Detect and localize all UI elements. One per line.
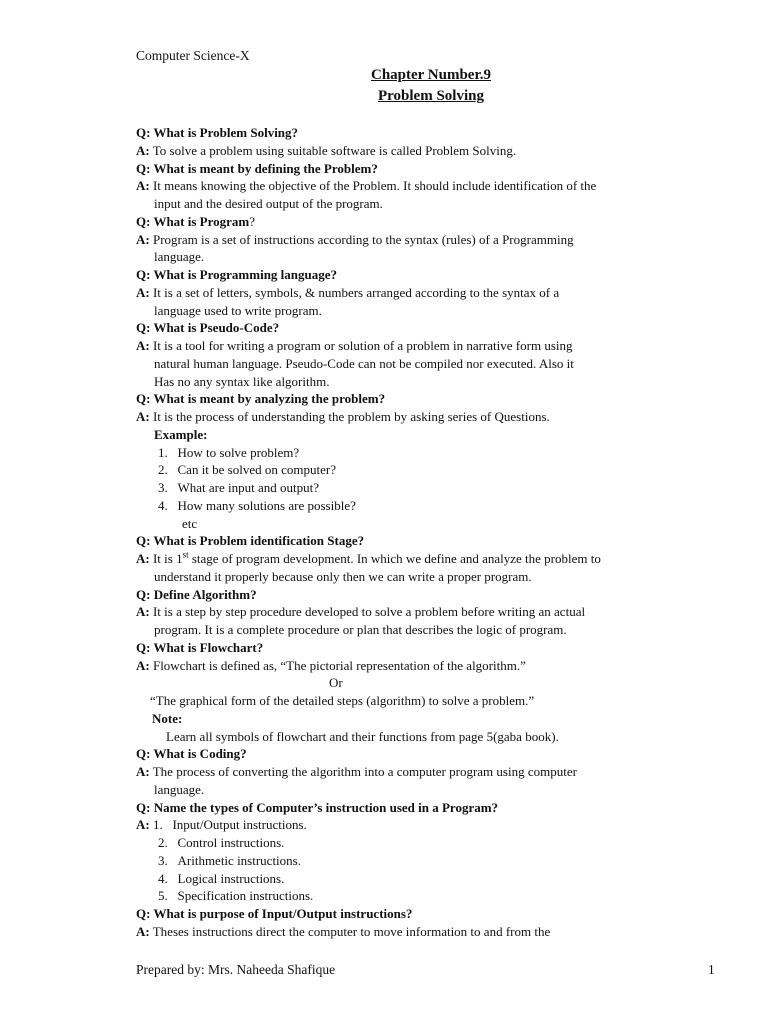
answer-line xyxy=(136,658,526,674)
answer-label: A: xyxy=(136,142,150,158)
line-text: stage of program development. In which we define and analyze the problem to xyxy=(188,551,601,566)
answer-label: A: xyxy=(136,178,150,194)
line-text: It means knowing the objective of the Problem. It should include identification of the xyxy=(149,178,597,194)
answer-line xyxy=(136,338,573,354)
question-text: Q: What is meant by defining the Problem? xyxy=(136,160,378,176)
text-line xyxy=(182,516,197,532)
line-text: natural human language. Pseudo-Code can not be compiled nor executed. Also it xyxy=(154,355,574,371)
question-line xyxy=(136,533,364,549)
line-text: 2. Can it be solved on computer? xyxy=(158,462,336,478)
answer-line xyxy=(136,143,516,159)
text-line xyxy=(158,871,284,887)
answer-line xyxy=(136,178,596,194)
text-line xyxy=(150,693,534,709)
answer-label: A: xyxy=(136,764,150,779)
superscript: st xyxy=(182,549,189,560)
line-text: It is a tool for writing a program or solution of a problem in narrative form using xyxy=(149,338,573,353)
page-header-subject: Computer Science-X xyxy=(136,48,250,63)
question-line xyxy=(136,391,385,407)
topic-title: Problem Solving xyxy=(378,88,484,104)
text-line xyxy=(154,356,574,372)
question-line xyxy=(136,161,378,177)
text-line xyxy=(158,888,313,904)
question-text: Q: What is Problem identification Stage? xyxy=(136,533,365,549)
answer-label: A: xyxy=(136,284,150,300)
question-line xyxy=(136,320,279,336)
text-line xyxy=(158,445,299,461)
question-text: Q: What is Program xyxy=(136,213,250,229)
question-text: Q: What is Pseudo-Code? xyxy=(136,320,280,336)
text-line xyxy=(166,729,559,745)
answer-line xyxy=(136,409,550,425)
line-text: 1. Input/Output instructions. xyxy=(149,817,307,833)
line-text: program. It is a complete procedure or plan that describes the logic of program. xyxy=(154,622,567,637)
line-text: 3. Arithmetic instructions. xyxy=(158,852,301,868)
line-text: “The graphical form of the detailed steps (algorithm) to solve a problem.” xyxy=(150,693,535,708)
text-line xyxy=(329,675,343,691)
question-text: Q: What is Coding? xyxy=(136,746,247,762)
answer-line xyxy=(136,764,577,780)
question-text: Q: What is purpose of Input/Output instructions? xyxy=(136,906,413,921)
answer-line xyxy=(136,604,585,620)
answer-label: A: xyxy=(136,231,150,247)
text-line xyxy=(154,374,329,390)
text-line xyxy=(154,782,204,798)
text-line xyxy=(154,196,383,212)
line-text: 4. Logical instructions. xyxy=(158,870,285,886)
line-text: language used to write program. xyxy=(154,302,322,318)
question-line xyxy=(152,711,182,727)
question-line xyxy=(136,267,337,283)
line-text: Flowchart is defined as, “The pictorial representation of the algorithm.” xyxy=(149,657,526,673)
line-text: To solve a problem using suitable software is called Problem Solving. xyxy=(149,142,517,158)
text-line xyxy=(158,853,301,869)
question-text: Example: xyxy=(154,426,208,442)
line-text: Theses instructions direct the computer to move information to and from the xyxy=(149,923,551,939)
text-line xyxy=(158,480,319,496)
line-text: etc xyxy=(182,515,198,531)
question-line xyxy=(136,640,263,656)
line-text: It is a set of letters, symbols, & numbers arranged according to the syntax of a xyxy=(149,284,560,300)
answer-label: A: xyxy=(136,657,150,673)
page-number: 1 xyxy=(708,962,715,977)
footer-prepared-by: Prepared by: Mrs. Naheeda Shafique xyxy=(136,962,336,977)
text-line xyxy=(136,214,255,230)
answer-label: A: xyxy=(136,409,150,424)
line-text: Learn all symbols of flowchart and their functions from page 5(gaba book). xyxy=(166,728,559,744)
question-line xyxy=(136,800,498,816)
answer-line xyxy=(136,551,601,567)
answer-line xyxy=(136,285,559,301)
question-line xyxy=(154,427,207,443)
line-text: ? xyxy=(249,213,256,229)
line-text: 5. Specification instructions. xyxy=(158,888,314,904)
question-text: Q: What is Problem Solving? xyxy=(136,125,299,140)
line-text: 3. What are input and output? xyxy=(158,480,320,495)
answer-label: A: xyxy=(136,338,150,353)
question-text: Q: Name the types of Computer’s instruction used in a Program? xyxy=(136,799,499,815)
text-line xyxy=(158,462,336,478)
question-text: Q: What is Flowchart? xyxy=(136,639,264,655)
text-line xyxy=(158,498,356,514)
line-text: Has no any syntax like algorithm. xyxy=(154,373,330,389)
answer-line xyxy=(136,924,550,940)
question-line xyxy=(136,746,247,762)
line-text: 1. How to solve problem? xyxy=(158,444,300,460)
answer-label: A: xyxy=(136,923,150,939)
chapter-title: Chapter Number.9 xyxy=(370,67,491,83)
question-text: Q: What is meant by analyzing the problem? xyxy=(136,391,386,407)
answer-label: A: xyxy=(136,604,150,620)
text-line xyxy=(154,569,532,585)
line-text: Program is a set of instructions according to the syntax (rules) of a Programming xyxy=(149,231,574,247)
question-line xyxy=(136,125,298,141)
line-text: language. xyxy=(154,781,205,797)
line-text: understand it properly because only then we can write a proper program. xyxy=(154,568,532,584)
answer-label: A: xyxy=(136,551,150,566)
line-text: 4. How many solutions are possible? xyxy=(158,497,356,513)
line-text: Or xyxy=(329,675,343,691)
answer-line xyxy=(136,817,307,833)
text-line xyxy=(158,835,284,851)
question-text: Note: xyxy=(152,710,183,726)
line-text: language. xyxy=(154,249,205,265)
answer-line xyxy=(136,232,574,248)
question-line xyxy=(136,587,257,603)
text-line xyxy=(154,622,567,638)
text-line xyxy=(154,303,322,319)
line-text: input and the desired output of the program. xyxy=(154,196,383,211)
question-line xyxy=(136,906,412,922)
question-text: Q: What is Programming language? xyxy=(136,267,338,282)
text-line xyxy=(154,249,204,265)
line-text: It is a step by step procedure developed to solve a problem before writing an actual xyxy=(149,604,586,620)
line-text: The process of converting the algorithm into a computer program using computer xyxy=(149,764,577,779)
line-text: It is the process of understanding the problem by asking series of Questions. xyxy=(149,409,550,424)
line-text: It is 1 xyxy=(149,551,183,566)
question-text: Q: Define Algorithm? xyxy=(136,586,257,602)
line-text: 2. Control instructions. xyxy=(158,835,285,850)
answer-label: A: xyxy=(136,817,150,833)
